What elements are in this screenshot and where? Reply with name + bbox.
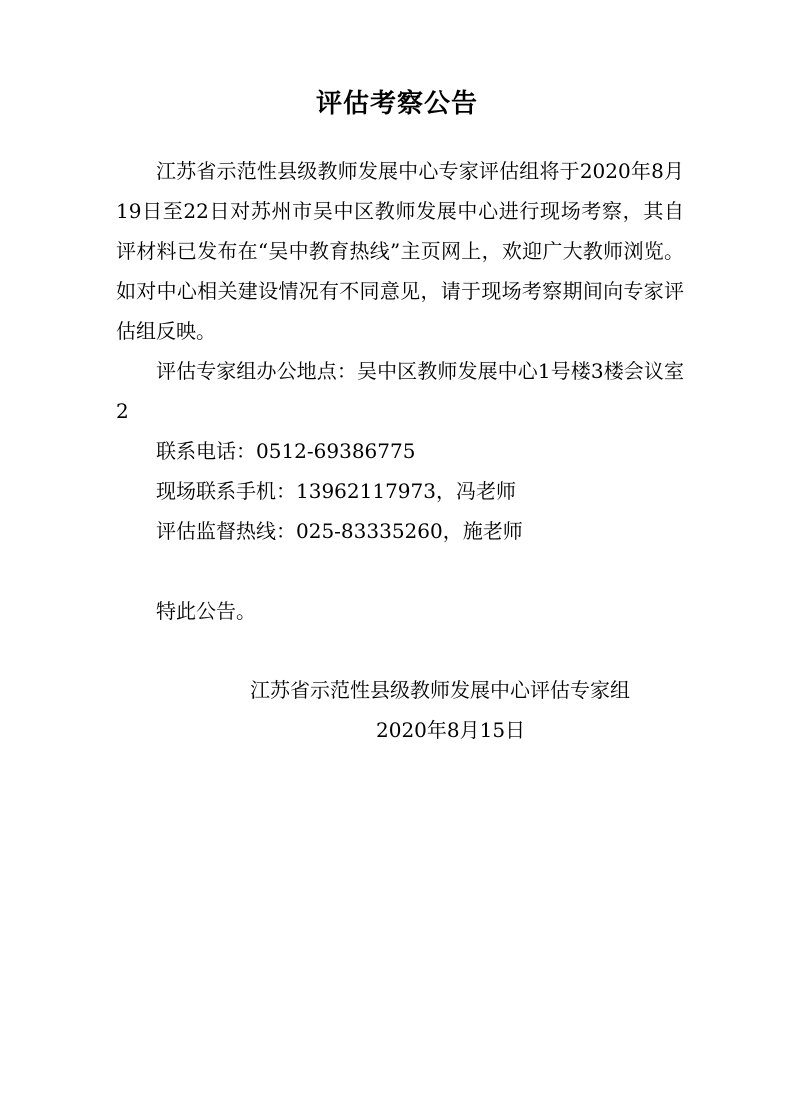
paragraph-onsite-mobile: 现场联系手机：13962117973，冯老师 [156,479,516,503]
page-title: 评估考察公告 [315,89,478,119]
paragraph-supervision-hotline: 评估监督热线：025-83335260，施老师 [156,519,523,543]
signature-date-text: 2020年8月15日 [376,718,526,742]
signature-organization-text: 江苏省示范性县级教师发展中心评估专家组 [250,678,630,702]
document-body [116,151,684,631]
blank-line [116,551,684,591]
closing-text: 特此公告。 [156,599,256,623]
paragraph-announcement: 江苏省示范性县级教师发展中心专家评估组将于2020年8月19日至22日对苏州市吴中区教师发展中心进行现场考察，其自评材料已发布在“吴中教育热线”主页网上，欢迎广大教师浏览。如对中心相关建设情况有不同意见，请于现场考察期间向专家评估组反映。 [116,159,684,343]
paragraph-office-location: 评估专家组办公地点：吴中区教师发展中心1号楼3楼会议室2 [116,359,684,423]
paragraph-contact-phone: 联系电话：0512-69386775 [156,439,416,463]
